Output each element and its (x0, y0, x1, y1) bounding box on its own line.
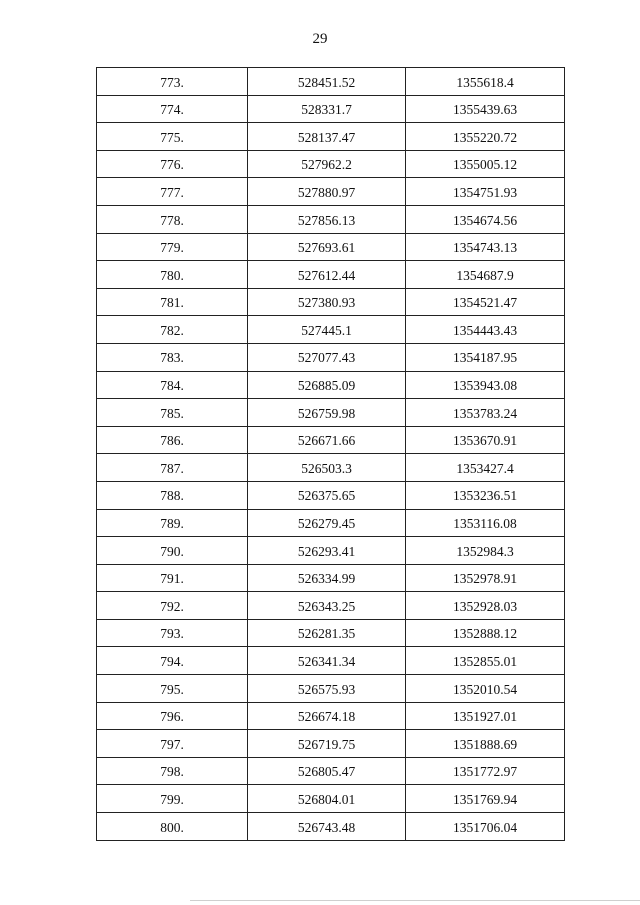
x-coordinate-text: 526343.25 (297, 598, 356, 614)
point-number-cell (97, 702, 248, 730)
table-row (97, 564, 565, 592)
y-coordinate-cell (406, 288, 565, 316)
point-number-text: 793. (160, 626, 184, 642)
x-coordinate-cell (248, 757, 406, 785)
y-coordinate-text: 1351706.04 (452, 819, 518, 835)
point-number-cell (97, 233, 248, 261)
y-coordinate-text: 1352928.03 (452, 598, 518, 614)
point-number-cell (97, 537, 248, 565)
table-row (97, 537, 565, 565)
y-coordinate-cell (406, 481, 565, 509)
point-number-text: 796. (160, 709, 184, 725)
point-number-cell (97, 178, 248, 206)
table-row (97, 702, 565, 730)
point-number-text: 799. (160, 791, 184, 807)
y-coordinate-cell (406, 316, 565, 344)
table-row (97, 399, 565, 427)
x-coordinate-cell (248, 343, 406, 371)
x-coordinate-text: 526804.01 (297, 791, 356, 807)
point-number-text: 774. (160, 102, 184, 118)
y-coordinate-text: 1355005.12 (452, 157, 518, 173)
y-coordinate-cell (406, 730, 565, 758)
table-row (97, 371, 565, 399)
table-row (97, 785, 565, 813)
x-coordinate-text: 527962.2 (301, 157, 352, 173)
y-coordinate-cell (406, 261, 565, 289)
point-number-cell (97, 481, 248, 509)
x-coordinate-cell (248, 150, 406, 178)
point-number-text: 797. (160, 736, 184, 752)
point-number-text: 777. (160, 184, 184, 200)
x-coordinate-cell (248, 454, 406, 482)
x-coordinate-text: 527380.93 (297, 295, 356, 311)
y-coordinate-cell (406, 343, 565, 371)
y-coordinate-cell (406, 619, 565, 647)
point-number-cell (97, 205, 248, 233)
x-coordinate-cell (248, 619, 406, 647)
table-row (97, 178, 565, 206)
point-number-cell (97, 619, 248, 647)
table-row (97, 730, 565, 758)
x-coordinate-cell (248, 813, 406, 841)
footer-divider (190, 900, 640, 901)
table-row (97, 343, 565, 371)
point-number-text: 784. (160, 378, 184, 394)
x-coordinate-cell (248, 399, 406, 427)
y-coordinate-text: 1352984.3 (456, 543, 514, 559)
y-coordinate-text: 1351888.69 (452, 736, 518, 752)
y-coordinate-text: 1353670.91 (452, 433, 518, 449)
point-number-text: 790. (160, 543, 184, 559)
point-number-cell (97, 730, 248, 758)
y-coordinate-cell (406, 150, 565, 178)
x-coordinate-text: 526671.66 (297, 433, 356, 449)
x-coordinate-cell (248, 481, 406, 509)
y-coordinate-cell (406, 757, 565, 785)
x-coordinate-cell (248, 785, 406, 813)
y-coordinate-text: 1355618.4 (456, 74, 514, 90)
table-row (97, 509, 565, 537)
x-coordinate-text: 528331.7 (301, 102, 352, 118)
y-coordinate-text: 1351769.94 (452, 791, 518, 807)
point-number-text: 780. (160, 267, 184, 283)
x-coordinate-text: 526334.99 (297, 571, 356, 587)
y-coordinate-cell (406, 426, 565, 454)
point-number-cell (97, 509, 248, 537)
x-coordinate-text: 528451.52 (297, 74, 356, 90)
x-coordinate-text: 527612.44 (297, 267, 356, 283)
y-coordinate-text: 1352855.01 (452, 654, 518, 670)
x-coordinate-text: 526759.98 (297, 405, 356, 421)
point-number-text: 782. (160, 322, 184, 338)
table-row (97, 675, 565, 703)
point-number-cell (97, 426, 248, 454)
y-coordinate-text: 1354187.95 (452, 350, 518, 366)
x-coordinate-cell (248, 261, 406, 289)
x-coordinate-text: 526805.47 (297, 764, 356, 780)
point-number-cell (97, 564, 248, 592)
x-coordinate-cell (248, 730, 406, 758)
point-number-text: 775. (160, 129, 184, 145)
y-coordinate-text: 1352888.12 (452, 626, 518, 642)
point-number-text: 778. (160, 212, 184, 228)
point-number-text: 792. (160, 598, 184, 614)
point-number-text: 788. (160, 488, 184, 504)
x-coordinate-text: 526885.09 (297, 378, 356, 394)
point-number-cell (97, 371, 248, 399)
x-coordinate-text: 526279.45 (297, 516, 356, 532)
table-row (97, 95, 565, 123)
point-number-cell (97, 757, 248, 785)
point-number-text: 779. (160, 240, 184, 256)
x-coordinate-cell (248, 592, 406, 620)
point-number-cell (97, 261, 248, 289)
x-coordinate-text: 527856.13 (297, 212, 356, 228)
y-coordinate-text: 1354521.47 (452, 295, 518, 311)
y-coordinate-text: 1354751.93 (452, 184, 518, 200)
table-row (97, 316, 565, 344)
table-row (97, 481, 565, 509)
x-coordinate-cell (248, 178, 406, 206)
y-coordinate-cell (406, 813, 565, 841)
point-number-cell (97, 813, 248, 841)
y-coordinate-cell (406, 371, 565, 399)
x-coordinate-text: 526375.65 (297, 488, 356, 504)
point-number-text: 800. (160, 819, 184, 835)
x-coordinate-text: 526281.35 (297, 626, 356, 642)
y-coordinate-text: 1354687.9 (456, 267, 514, 283)
x-coordinate-text: 528137.47 (297, 129, 356, 145)
x-coordinate-text: 526293.41 (297, 543, 356, 559)
table-row (97, 261, 565, 289)
point-number-text: 789. (160, 516, 184, 532)
table-row (97, 592, 565, 620)
x-coordinate-cell (248, 123, 406, 151)
x-coordinate-text: 527077.43 (297, 350, 356, 366)
point-number-text: 786. (160, 433, 184, 449)
x-coordinate-text: 527693.61 (297, 240, 356, 256)
point-number-text: 787. (160, 460, 184, 476)
point-number-cell (97, 95, 248, 123)
y-coordinate-cell (406, 509, 565, 537)
point-number-text: 785. (160, 405, 184, 421)
point-number-cell (97, 785, 248, 813)
y-coordinate-text: 1351927.01 (452, 709, 518, 725)
point-number-cell (97, 399, 248, 427)
point-number-cell (97, 123, 248, 151)
table-row (97, 205, 565, 233)
point-number-text: 783. (160, 350, 184, 366)
y-coordinate-cell (406, 178, 565, 206)
coordinates-table-body (97, 68, 565, 841)
y-coordinate-cell (406, 592, 565, 620)
point-number-cell (97, 592, 248, 620)
coordinates-table (96, 67, 565, 841)
x-coordinate-text: 527445.1 (301, 322, 352, 338)
y-coordinate-cell (406, 454, 565, 482)
y-coordinate-text: 1354743.13 (452, 240, 518, 256)
table-row (97, 123, 565, 151)
x-coordinate-cell (248, 288, 406, 316)
x-coordinate-cell (248, 647, 406, 675)
table-row (97, 150, 565, 178)
y-coordinate-cell (406, 68, 565, 96)
point-number-cell (97, 454, 248, 482)
y-coordinate-text: 1353783.24 (452, 405, 518, 421)
y-coordinate-text: 1353427.4 (456, 460, 514, 476)
y-coordinate-cell (406, 95, 565, 123)
y-coordinate-text: 1355439.63 (452, 102, 518, 118)
x-coordinate-cell (248, 537, 406, 565)
point-number-cell (97, 675, 248, 703)
y-coordinate-text: 1354674.56 (452, 212, 518, 228)
x-coordinate-cell (248, 564, 406, 592)
point-number-text: 773. (160, 74, 184, 90)
y-coordinate-text: 1355220.72 (452, 129, 518, 145)
y-coordinate-cell (406, 564, 565, 592)
x-coordinate-text: 526743.48 (297, 819, 356, 835)
x-coordinate-text: 526575.93 (297, 681, 356, 697)
y-coordinate-cell (406, 675, 565, 703)
y-coordinate-cell (406, 785, 565, 813)
x-coordinate-text: 526503.3 (301, 460, 352, 476)
x-coordinate-text: 526341.34 (297, 654, 356, 670)
y-coordinate-text: 1352978.91 (452, 571, 518, 587)
point-number-text: 791. (160, 571, 184, 587)
point-number-cell (97, 288, 248, 316)
y-coordinate-cell (406, 399, 565, 427)
x-coordinate-cell (248, 675, 406, 703)
point-number-text: 781. (160, 295, 184, 311)
x-coordinate-cell (248, 233, 406, 261)
table-row (97, 619, 565, 647)
point-number-text: 776. (160, 157, 184, 173)
x-coordinate-cell (248, 316, 406, 344)
point-number-text: 795. (160, 681, 184, 697)
point-number-cell (97, 150, 248, 178)
y-coordinate-cell (406, 233, 565, 261)
table-row (97, 647, 565, 675)
y-coordinate-text: 1352010.54 (452, 681, 518, 697)
x-coordinate-text: 526719.75 (297, 736, 356, 752)
table-row (97, 288, 565, 316)
x-coordinate-cell (248, 68, 406, 96)
point-number-cell (97, 316, 248, 344)
page-number: 29 (312, 31, 328, 47)
y-coordinate-text: 1353116.08 (453, 516, 517, 532)
y-coordinate-cell (406, 123, 565, 151)
table-row (97, 813, 565, 841)
table-row (97, 757, 565, 785)
table-row (97, 68, 565, 96)
y-coordinate-text: 1351772.97 (452, 764, 518, 780)
point-number-text: 798. (160, 764, 184, 780)
x-coordinate-cell (248, 371, 406, 399)
table-row (97, 454, 565, 482)
point-number-cell (97, 68, 248, 96)
x-coordinate-cell (248, 702, 406, 730)
x-coordinate-cell (248, 426, 406, 454)
y-coordinate-text: 1353236.51 (452, 488, 518, 504)
table-row (97, 426, 565, 454)
point-number-cell (97, 647, 248, 675)
y-coordinate-cell (406, 702, 565, 730)
point-number-cell (97, 343, 248, 371)
x-coordinate-cell (248, 205, 406, 233)
y-coordinate-text: 1353943.08 (452, 378, 518, 394)
y-coordinate-cell (406, 537, 565, 565)
y-coordinate-cell (406, 647, 565, 675)
point-number-text: 794. (160, 654, 184, 670)
x-coordinate-cell (248, 95, 406, 123)
x-coordinate-text: 527880.97 (297, 184, 356, 200)
x-coordinate-cell (248, 509, 406, 537)
table-row (97, 233, 565, 261)
x-coordinate-text: 526674.18 (297, 709, 356, 725)
y-coordinate-text: 1354443.43 (452, 322, 518, 338)
y-coordinate-cell (406, 205, 565, 233)
